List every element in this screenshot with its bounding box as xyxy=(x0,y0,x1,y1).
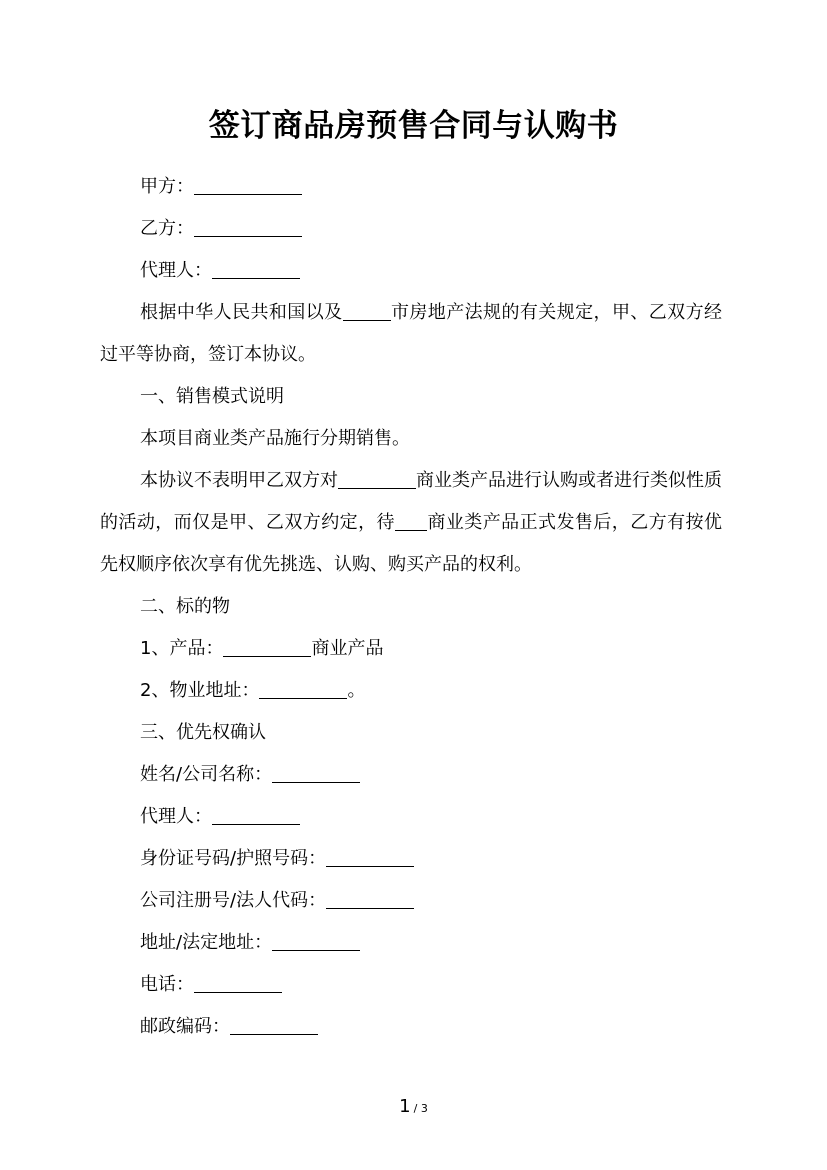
project-blank xyxy=(338,470,416,489)
agent2-label: 代理人： xyxy=(140,806,212,827)
legal-address-blank xyxy=(272,932,360,951)
product-label: 1、产品： xyxy=(140,638,224,659)
party-b-line xyxy=(100,208,722,250)
id-blank xyxy=(326,848,414,867)
address-suffix: 。 xyxy=(347,680,366,701)
section1-heading: 一、销售模式说明 xyxy=(140,386,284,407)
intro-paragraph xyxy=(100,292,722,376)
party-b-blank xyxy=(194,218,302,237)
intro-text-2: 市房地产法规的有关规定，甲、乙双方经过平等协商，签订本协议。 xyxy=(100,302,723,365)
section1-paragraph-2 xyxy=(100,460,722,586)
document-title: 签订商品房预售合同与认购书 xyxy=(208,108,619,144)
legal-address-line xyxy=(100,922,722,964)
postcode-line xyxy=(100,1006,722,1048)
postcode-label: 邮政编码： xyxy=(140,1016,230,1037)
id-label: 身份证号码/护照号码： xyxy=(140,848,327,869)
name-label: 姓名/公司名称： xyxy=(140,764,273,785)
product-blank xyxy=(223,638,311,657)
address-blank xyxy=(259,680,347,699)
address-line xyxy=(100,670,722,712)
release-blank xyxy=(395,512,427,531)
party-a-label: 甲方： xyxy=(140,176,194,197)
section3-heading: 三、优先权确认 xyxy=(140,722,266,743)
city-blank xyxy=(343,302,391,321)
page-total: / 3 xyxy=(413,1102,428,1115)
id-line xyxy=(100,838,722,880)
section1-p2-text-2: 商业类产品进行认购或者进行类似性质的活动，而仅是甲、乙双方约定，待 xyxy=(100,470,722,533)
agent2-blank xyxy=(212,806,300,825)
section2-heading: 二、标的物 xyxy=(140,596,230,617)
reg-blank xyxy=(326,890,414,909)
name-line xyxy=(100,754,722,796)
agent-blank xyxy=(212,260,300,279)
phone-blank xyxy=(194,974,282,993)
section1-p2-text-1: 本协议不表明甲乙双方对 xyxy=(140,470,338,491)
agent-line xyxy=(100,250,722,292)
party-a-blank xyxy=(194,176,302,195)
page-number: 1 xyxy=(399,1096,411,1117)
address-label: 2、物业地址： xyxy=(140,680,260,701)
name-blank xyxy=(272,764,360,783)
section1-p2-text-3: 商业类产品正式发售后，乙方有按优先权顺序依次享有优先挑选、认购、购买产品的权利。 xyxy=(100,512,722,575)
phone-label: 电话： xyxy=(140,974,194,995)
product-suffix: 商业产品 xyxy=(311,638,384,659)
reg-line xyxy=(100,880,722,922)
section1-paragraph-1: 本项目商业类产品施行分期销售。 xyxy=(140,428,410,449)
page-footer xyxy=(0,1093,827,1123)
phone-line xyxy=(100,964,722,1006)
legal-address-label: 地址/法定地址： xyxy=(140,932,273,953)
party-a-line xyxy=(100,166,722,208)
intro-text-1: 根据中华人民共和国以及 xyxy=(140,302,343,323)
agent-label: 代理人： xyxy=(140,260,212,281)
product-line xyxy=(100,628,722,670)
party-b-label: 乙方： xyxy=(140,218,194,239)
agent2-line xyxy=(100,796,722,838)
document-body xyxy=(100,166,722,1048)
postcode-blank xyxy=(230,1016,318,1035)
reg-label: 公司注册号/法人代码： xyxy=(140,890,327,911)
